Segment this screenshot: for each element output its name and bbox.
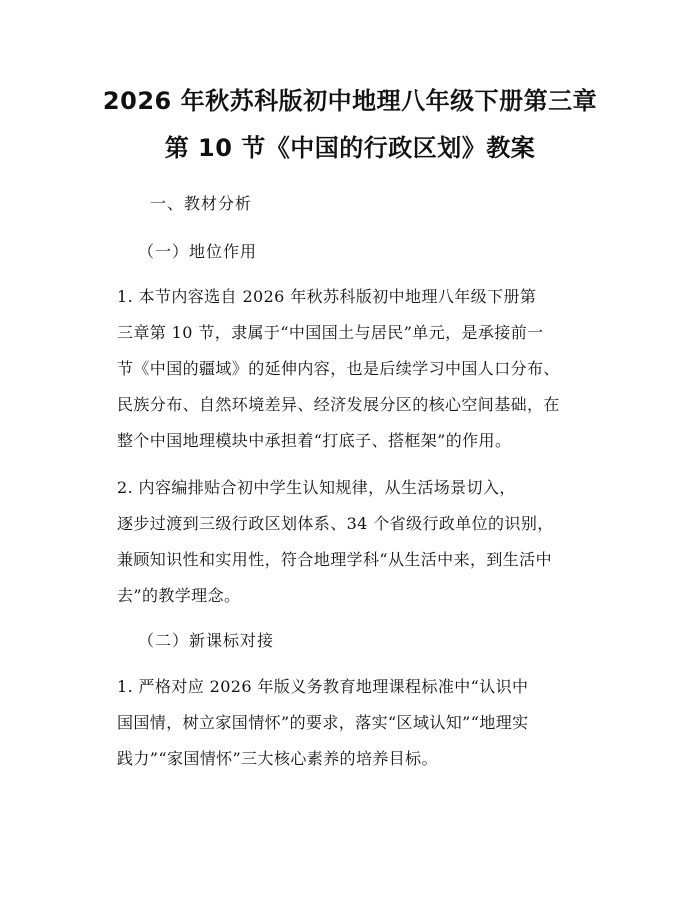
subsection-heading-curriculum-alignment: （二）新课标对接 [138,631,275,650]
section-heading-textbook-analysis: 一、教材分析 [150,194,253,213]
paragraph-2 [117,478,597,622]
paragraph-line: 践力”“家国情怀”三大核心素养的培养目标。 [117,749,438,768]
paragraph-line: 1. 本节内容选自 2026 年秋苏科版初中地理八年级下册第 [117,287,537,306]
paragraph-3 [117,677,597,785]
subsection-heading-position-role: （一）地位作用 [138,242,258,261]
paragraph-line: 民族分布、自然环境差异、经济发展分区的核心空间基础，在 [117,395,560,414]
paragraph-line: 三章第 10 节，隶属于“中国国土与居民”单元，是承接前一 [117,323,544,342]
paragraph-line: 整个中国地理模块中承担着“打底子、搭框架”的作用。 [117,431,512,450]
paragraph-line: 1. 严格对应 2026 年版义务教育地理课程标准中“认识中 [117,677,529,696]
document-title-line-1: 2026 年秋苏科版初中地理八年级下册第三章 [102,87,598,115]
paragraph-line: 节《中国的疆域》的延伸内容，也是后续学习中国人口分布、 [117,359,560,378]
paragraph-1 [117,287,597,467]
paragraph-line: 兼顾知识性和实用性，符合地理学科“从生活中来，到生活中 [117,550,552,569]
paragraph-line: 2. 内容编排贴合初中学生认知规律，从生活场景切入， [117,478,516,497]
paragraph-line: 去”的教学理念。 [117,586,241,605]
paragraph-line: 逐步过渡到三级行政区划体系、34 个省级行政单位的识别， [117,514,554,533]
paragraph-line: 国国情，树立家国情怀”的要求，落实“区域认知”“地理实 [117,713,529,732]
document-title-line-2: 第 10 节《中国的行政区划》教案 [164,134,536,162]
